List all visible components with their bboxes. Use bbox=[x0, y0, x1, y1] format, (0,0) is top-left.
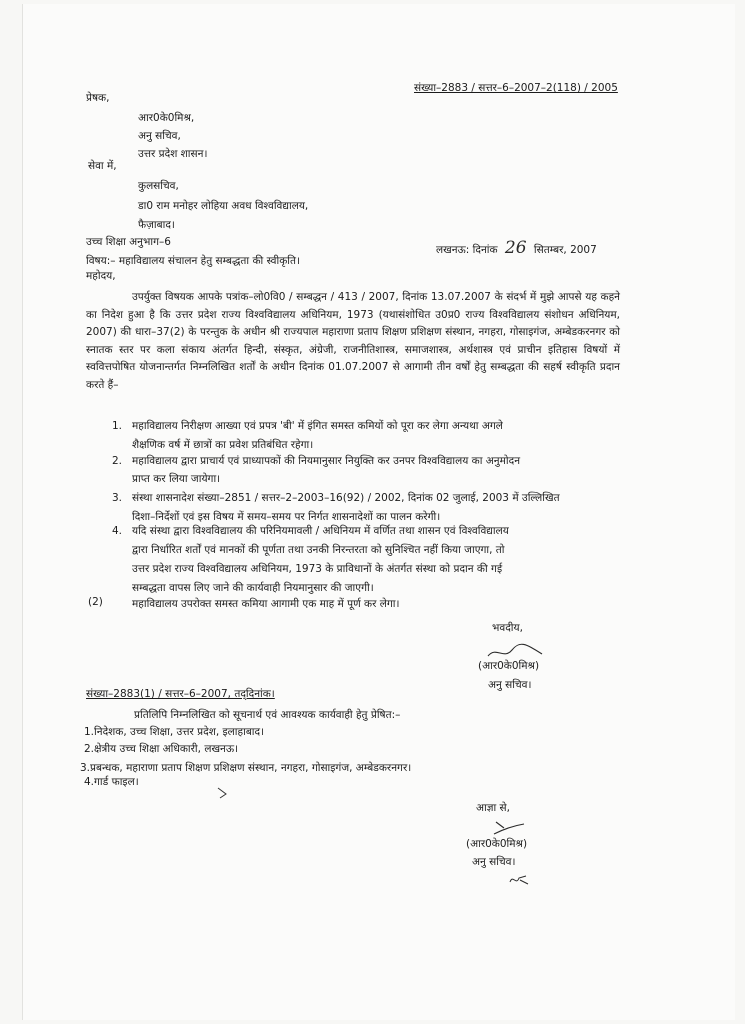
copy-reference: संख्या–2883(1) / सत्तर–6–2007, तद्‌दिनांक। bbox=[86, 688, 275, 700]
place-date-label bbox=[436, 238, 597, 258]
copy-list-item-1: 1.निदेशक, उच्च शिक्षा, उत्तर प्रदेश, इलाहाबाद। bbox=[84, 726, 265, 738]
month-year: सितम्बर, 2007 bbox=[533, 244, 597, 256]
condition-1-line-2: शैक्षणिक वर्ष में छात्रों का प्रवेश प्रतिबंधित रहेगा। bbox=[132, 439, 314, 451]
order-label: आज्ञा से, bbox=[476, 802, 510, 814]
closing: भवदीय, bbox=[492, 622, 523, 634]
condition-1-line-1: महाविद्यालय निरीक्षण आख्या एवं प्रपत्र 'बी' में इंगित समस्त कमियों को पूरा कर लेगा अन्यथा अगले bbox=[132, 420, 503, 432]
condition-2-line-2: प्राप्त कर लिया जायेगा। bbox=[132, 473, 221, 485]
initials-mark bbox=[508, 872, 530, 888]
signatory2-name: (आर0के0मिश्र) bbox=[466, 838, 528, 850]
signature-stroke-1 bbox=[486, 642, 546, 662]
signatory2-title: अनु सचिव। bbox=[472, 856, 516, 868]
copy-intro: प्रतिलिपि निम्नलिखित को सूचनार्थ एवं आवश्यक कार्यवाही हेतु प्रेषित:– bbox=[134, 709, 401, 721]
signature-stroke-2 bbox=[490, 818, 530, 840]
sender-line-1: आर0के0मिश्र, bbox=[138, 112, 195, 124]
condition-2-line-1: महाविद्यालय द्वारा प्राचार्य एवं प्राध्यापकों की नियमानुसार नियुक्ति कर उनपर विश्वविद्यालय का अनुमोदन bbox=[132, 455, 521, 467]
department: उच्च शिक्षा अनुभाग–6 bbox=[86, 236, 171, 248]
extra-condition-text: महाविद्यालय उपरोक्त समस्त कमिया आगामी एक माह में पूर्ण कर लेगा। bbox=[132, 598, 400, 610]
condition-4-line-1: यदि संस्था द्वारा विश्वविद्यालय की परिनियमावली / अधिनियम में वर्णित तथा शासन एवं विश्वविद्यालय bbox=[132, 525, 509, 537]
condition-3-number: 3. bbox=[112, 492, 123, 504]
body-paragraph: उपर्युक्त विषयक आपके पत्रांक–लो0वि0 / सम्बद्धन / 413 / 2007, दिनांक 13.07.2007 के संदर्भ में मुझे आपसे यह कहने का निदेश हुआ है कि उत्तर प्रदेश राज्य विश्वविद्यालय अधिनियम, 1973 (यथासंशोधित उ0प्र0 राज्य विश्वविद्यालय संशोधन अधिनियम, 2007) की धारा–37(2) के परन्तुक के अधीन श्री राज्यपाल महाराणा प्रताप शिक्षण प्रशिक्षण संस्थान, नगहरा, गोसाइगंज, अम्बेडकरनगर को स्नातक स्तर पर कला संकाय अंतर्गत हिन्दी, संस्कृत, अंग्रेजी, राजनीतिशास्त्र, समाजशास्त्र, अर्थशास्त्र एवं प्राचीन इतिहास विषयों में स्ववित्तपोषित योजनान्तर्गत निम्नलिखित शर्तों के अधीन दिनांक 01.07.2007 से आगामी तीन वर्षों हेतु सम्बद्धता की सहर्ष स्वीकृति प्रदान करते हैं– bbox=[86, 291, 620, 391]
condition-1-number: 1. bbox=[112, 420, 123, 432]
condition-4-line-4: सम्बद्धता वापस लिए जाने की कार्यवाही नियमानुसार की जाएगी। bbox=[132, 582, 374, 594]
place-date-label-text: लखनऊ: दिनांक bbox=[436, 244, 498, 256]
sender-label: प्रेषक, bbox=[86, 92, 110, 104]
copy-list-item-3: 3.प्रबन्धक, महाराणा प्रताप शिक्षण प्रशिक्षण संस्थान, नगहरा, गोसाइगंज, अम्बेडकरनगर। bbox=[80, 762, 412, 774]
recipient-line-3: फैज़ाबाद। bbox=[138, 219, 175, 231]
condition-4-line-2: द्वारा निर्धारित शर्तों एवं मानकों की पूर्णता तथा उनकी निरन्तरता को सुनिश्चित नहीं किया जाएगा, तो bbox=[132, 544, 505, 556]
condition-4-line-3: उत्तर प्रदेश राज्य विश्वविद्यालय अधिनियम, 1973 के प्राविधानों के अंतर्गत संस्था को प्रदान की गई bbox=[132, 563, 503, 575]
recipient-line-2: डा0 राम मनोहर लोहिया अवध विश्वविद्यालय, bbox=[138, 200, 309, 212]
salutation: महोदय, bbox=[86, 270, 116, 282]
pen-mark bbox=[216, 786, 230, 800]
condition-3-line-2: दिशा–निर्देशों एवं इस विषय में समय–समय पर निर्गत शासनादेशों का पालन करेगी। bbox=[132, 511, 441, 523]
copy-list-item-2: 2.क्षेत्रीय उच्च शिक्षा अधिकारी, लखनऊ। bbox=[84, 743, 239, 755]
condition-2-number: 2. bbox=[112, 455, 123, 467]
reference-number: संख्या–2883 / सत्तर–6–2007–2(118) / 2005 bbox=[414, 82, 618, 94]
to-label: सेवा में, bbox=[88, 160, 117, 172]
sender-line-3: उत्तर प्रदेश शासन। bbox=[138, 148, 208, 160]
condition-4-number: 4. bbox=[112, 525, 123, 537]
signatory-title: अनु सचिव। bbox=[488, 679, 532, 691]
signatory-name: (आर0के0मिश्र) bbox=[478, 660, 540, 672]
extra-condition-number: (2) bbox=[88, 596, 103, 608]
sender-line-2: अनु सचिव, bbox=[138, 130, 181, 142]
copy-list-item-4: 4.गार्ड फाइल। bbox=[84, 776, 139, 788]
subject-line: विषय:– महाविद्यालय संचालन हेतु सम्बद्धता की स्वीकृति। bbox=[86, 255, 300, 267]
handwritten-day: 26 bbox=[504, 238, 527, 258]
condition-3-line-1: संस्था शासनादेश संख्या–2851 / सत्तर–2–2003–16(92) / 2002, दिनांक 02 जुलाई, 2003 में उल्लिखित bbox=[132, 492, 560, 504]
recipient-line-1: कुलसचिव, bbox=[138, 180, 179, 192]
